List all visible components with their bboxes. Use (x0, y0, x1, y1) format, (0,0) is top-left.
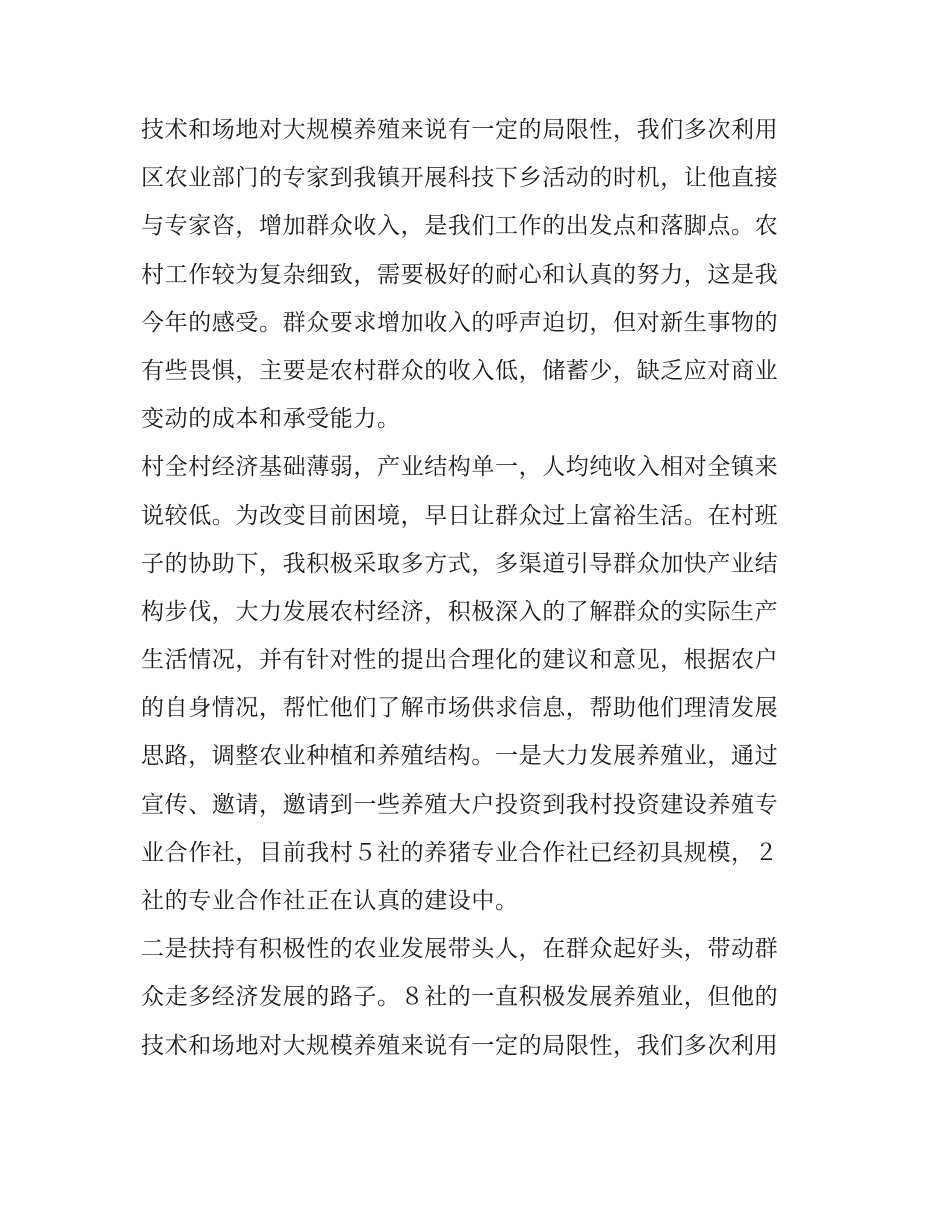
text-line: 思路，调整农业种植和养殖结构。一是大力发展养殖业，通过 (141, 743, 779, 770)
text-line: 的自身情况，帮忙他们了解市场供求信息，帮助他们理清发展 (141, 695, 779, 722)
text-line: 区农业部门的专家到我镇开展科技下乡活动的时机，让他直接 (141, 165, 779, 192)
text-line: 生活情况，并有针对性的提出合理化的建议和意见，根据农户 (141, 647, 779, 674)
text-line: 子的协助下，我积极采取多方式，多渠道引导群众加快产业结 (141, 550, 779, 577)
text-line: 业合作社，目前我村５社的养猪专业合作社已经初具规模，２ (141, 839, 779, 866)
text-line: 今年的感受。群众要求增加收入的呼声迫切，但对新生事物的 (141, 309, 779, 336)
text-line: 村工作较为复杂细致，需要极好的耐心和认真的努力，这是我 (141, 261, 779, 288)
text-line: 技术和场地对大规模养殖来说有一定的局限性，我们多次利用 (141, 1032, 779, 1059)
text-line: 社的专业合作社正在认真的建设中。 (141, 888, 519, 914)
text-line: 技术和场地对大规模养殖来说有一定的局限性，我们多次利用 (141, 117, 779, 143)
text-line: 二是扶持有积极性的农业发展带头人，在群众起好头，带动群 (141, 936, 779, 963)
text-line: 构步伐，大力发展农村经济，积极深入的了解群众的实际生产 (141, 598, 779, 625)
text-line: 有些畏惧，主要是农村群众的收入低，储蓄少，缺乏应对商业 (141, 357, 779, 384)
text-line: 村全村经济基础薄弱，产业结构单一，人均纯收入相对全镇来 (141, 454, 779, 481)
text-line: 众走多经济发展的路子。８社的一直积极发展养殖业，但他的 (141, 984, 779, 1011)
document-body (141, 106, 816, 1070)
text-line: 变动的成本和承受能力。 (141, 406, 401, 433)
text-line: 宣传、邀请，邀请到一些养殖大户投资到我村投资建设养殖专 (141, 791, 779, 818)
text-line: 与专家咨，增加群众收入，是我们工作的出发点和落脚点。农 (141, 213, 779, 240)
text-line: 说较低。为改变目前困境，早日让群众过上富裕生活。在村班 (141, 502, 779, 529)
